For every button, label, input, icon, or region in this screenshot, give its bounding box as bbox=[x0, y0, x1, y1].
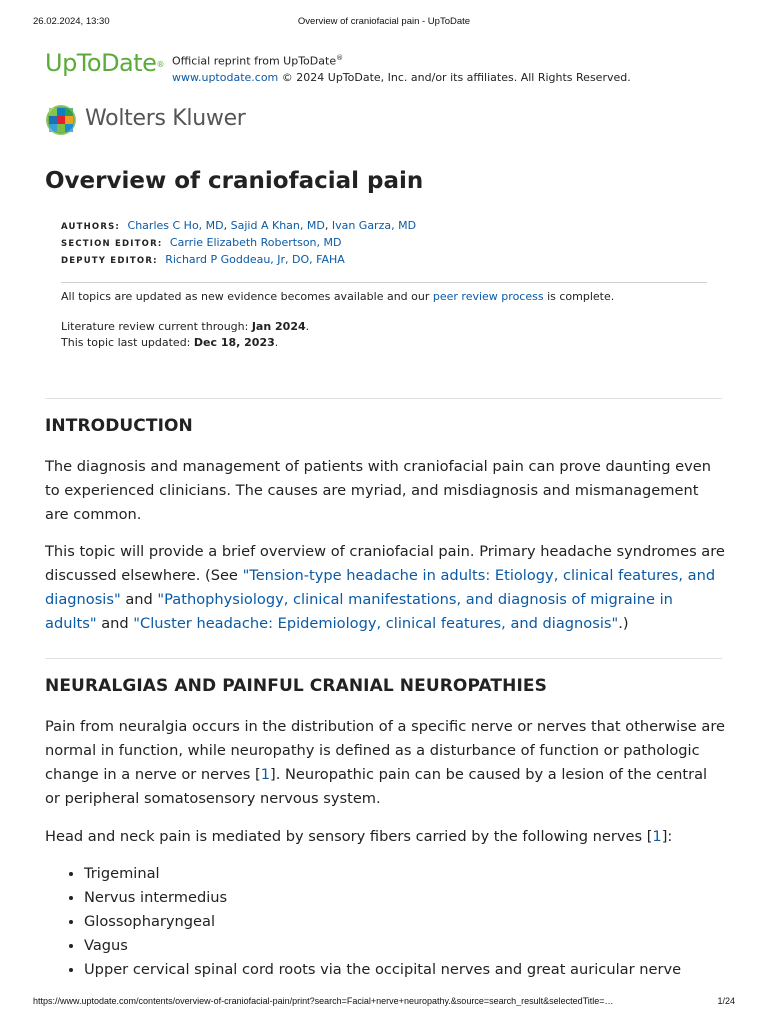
last-updated-date: Dec 18, 2023 bbox=[193, 336, 275, 349]
topic-link-tension-headache[interactable]: "Tension-type headache in adults: Etiology, clinical features, and diagnosis" bbox=[45, 567, 716, 608]
literature-review-date: Jan 2024 bbox=[251, 320, 306, 333]
uptodate-logo-reg: ® bbox=[156, 60, 164, 69]
authors-label: AUTHORS: bbox=[61, 222, 121, 232]
deputy-editor-row bbox=[61, 252, 416, 269]
print-datetime: 26.02.2024, 13:30 bbox=[33, 16, 110, 27]
article-title: Overview of craniofacial pain bbox=[45, 168, 424, 194]
peer-review-text: All topics are updated as new evidence becomes available and our bbox=[61, 290, 433, 303]
intro-paragraph-2 bbox=[45, 540, 725, 636]
list-item: • Trigeminal bbox=[84, 862, 681, 886]
wolters-kluwer-mark-icon bbox=[45, 104, 77, 136]
reprint-text: Official reprint from UpToDate bbox=[172, 54, 337, 68]
peer-review-link[interactable]: peer review process bbox=[432, 290, 544, 303]
uptodate-logo-text: UpToDate bbox=[45, 49, 157, 77]
literature-review-line: Literature review current through: Jan 2024. bbox=[61, 320, 310, 333]
uptodate-logo[interactable] bbox=[45, 48, 164, 78]
section-divider bbox=[45, 658, 722, 659]
section-editor-label: SECTION EDITOR: bbox=[61, 239, 163, 249]
intro-p2-and: and bbox=[120, 591, 158, 608]
intro-p2-text: This topic will provide a brief overview of craniofacial pain. Primary headache syndromes are discussed elsewhere. (See bbox=[45, 543, 725, 584]
article-credits bbox=[61, 218, 416, 269]
reference-link[interactable]: 1 bbox=[260, 766, 270, 783]
print-url: https://www.uptodate.com/contents/overview-of-craniofacial-pain/print?search=Facial+nerve+neuropathy.&source=search_result&selectedTitle=… bbox=[33, 996, 614, 1006]
print-page-number: 1/24 bbox=[717, 996, 735, 1006]
credits-divider bbox=[61, 282, 707, 283]
nerve-list bbox=[64, 862, 681, 982]
neuralgias-p2-text: Head and neck pain is mediated by sensory fibers carried by the following nerves [ bbox=[45, 828, 653, 845]
authors-row: AUTHORS: Charles C Ho, MD, Sajid A Khan, MD, Ivan Garza, MD bbox=[61, 219, 417, 232]
reprint-reg: ® bbox=[336, 54, 344, 62]
intro-p2-end: .) bbox=[618, 615, 629, 632]
last-updated-line: This topic last updated: Dec 18, 2023. bbox=[61, 336, 279, 349]
uptodate-site-link[interactable]: www.uptodate.com bbox=[172, 70, 279, 84]
peer-review-text-end: is complete. bbox=[543, 290, 615, 303]
list-item: • Glossopharyngeal bbox=[84, 910, 681, 934]
section-editor-link[interactable]: Carrie Elizabeth Robertson, MD bbox=[169, 236, 342, 249]
deputy-editor-label: DEPUTY EDITOR: bbox=[61, 256, 158, 266]
list-item: • Vagus bbox=[84, 934, 681, 958]
peer-review-note bbox=[61, 289, 711, 305]
section-editor-row bbox=[61, 235, 416, 252]
reprint-notice bbox=[172, 50, 631, 86]
literature-review-label: Literature review current through: bbox=[61, 320, 252, 333]
deputy-editor-link[interactable]: Richard P Goddeau, Jr, DO, FAHA bbox=[165, 253, 345, 266]
author-link[interactable]: Sajid A Khan, MD bbox=[230, 219, 325, 232]
intro-paragraph-1: The diagnosis and management of patients with craniofacial pain can prove daunting even to experienced clinicians. The causes are myriad, and misdiagnosis and mismanagement are common. bbox=[45, 458, 711, 523]
topic-link-cluster-headache[interactable]: "Cluster headache: Epidemiology, clinical features, and diagnosis" bbox=[133, 615, 619, 632]
publisher-name: Wolters Kluwer bbox=[85, 106, 246, 131]
intro-p2-and: and bbox=[96, 615, 134, 632]
author-link[interactable]: Charles C Ho, MD bbox=[127, 219, 224, 232]
neuralgias-p2-text-end: ]: bbox=[661, 828, 673, 845]
neuralgias-p1-text: Pain from neuralgia occurs in the distribution of a specific nerve or nerves that otherwise are normal in function, while neuropathy is defined as a disturbance of function or pathologic change in a nerve or nerves [ bbox=[45, 718, 725, 783]
list-item: • Upper cervical spinal cord roots via the occipital nerves and great auricular nerve bbox=[84, 958, 681, 982]
reference-link[interactable]: 1 bbox=[652, 828, 662, 845]
neuralgias-paragraph-1 bbox=[45, 715, 725, 811]
neuralgias-paragraph-2 bbox=[45, 825, 725, 849]
print-page-title: Overview of craniofacial pain - UpToDate bbox=[297, 16, 471, 27]
neuralgias-p1-text-end: ]. Neuropathic pain can be caused by a lesion of the central or peripheral somatosensory nervous system. bbox=[45, 766, 708, 807]
last-updated-label: This topic last updated: bbox=[61, 336, 194, 349]
author-link[interactable]: Ivan Garza, MD bbox=[331, 219, 417, 232]
copyright-text: © 2024 UpToDate, Inc. and/or its affiliates. All Rights Reserved. bbox=[278, 70, 631, 84]
section-heading-neuralgias: NEURALGIAS AND PAINFUL CRANIAL NEUROPATHIES bbox=[45, 676, 547, 696]
list-item: • Nervus intermedius bbox=[84, 886, 681, 910]
topic-link-migraine[interactable]: "Pathophysiology, clinical manifestations, and diagnosis of migraine in adults" bbox=[45, 591, 673, 632]
section-divider bbox=[45, 398, 722, 399]
topic-meta bbox=[61, 289, 711, 351]
section-heading-introduction: INTRODUCTION bbox=[45, 416, 193, 436]
